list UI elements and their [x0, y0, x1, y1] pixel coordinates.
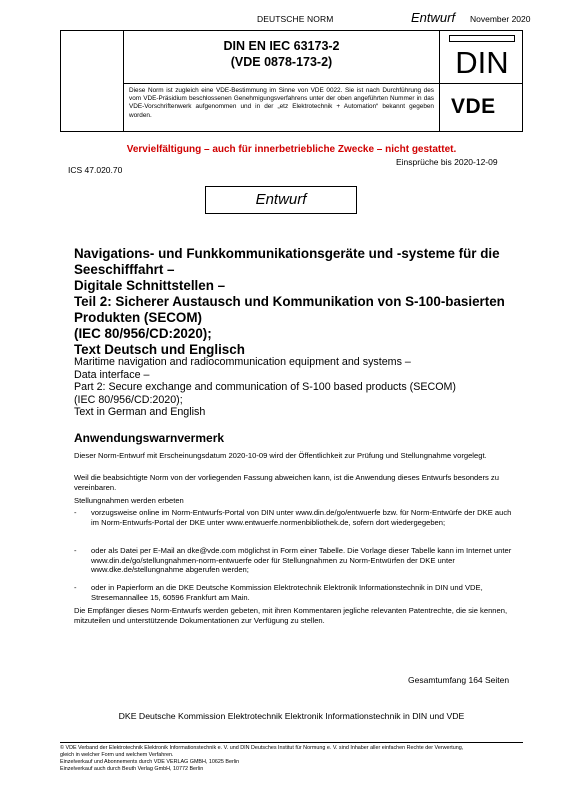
header-divider	[123, 83, 522, 84]
title-line: Data interface –	[74, 368, 150, 381]
title-line: (IEC 80/956/CD:2020);	[74, 326, 212, 341]
objection-deadline: Einsprüche bis 2020-12-09	[396, 157, 498, 167]
footer-line: Einzelverkauf und Abonnements durch VDE VERLAG GMBH, 10625 Berlin	[60, 759, 240, 765]
footer-divider	[60, 742, 523, 743]
title-line: Text in German and English	[74, 406, 206, 419]
title-german	[74, 246, 514, 358]
din-logo	[449, 35, 515, 77]
standard-type-label: DEUTSCHE NORM	[257, 14, 334, 24]
header-table	[60, 30, 523, 132]
list-item-text: oder in Papierform an die DKE Deutsche Kommission Elektrotechnik Elektronik Informationstechnik in DIN und VDE, Stresemannallee 15, 60596 Frankfurt am Main.	[91, 583, 483, 602]
bullet-marker: -	[74, 508, 77, 517]
header-divider	[439, 31, 440, 131]
paragraph: Weil die beabsichtigte Norm von der vorliegenden Fassung abweichen kann, ist die Anwendung dieses Entwurfs besonders zu vereinbaren.	[74, 473, 499, 492]
list-item-text: vorzugsweise online im Norm-Entwurfs-Portal von DIN unter www.din.de/go/entwuerfe bzw. für Norm-Entwürfe der DKE auch im Norm-Entwurfs-Portal der DKE unter www.entwuerfe.normenbibliothek.de, sofern dort wiedergegeben;	[91, 508, 512, 527]
vde-logo: VDE	[451, 95, 496, 118]
title-english	[74, 356, 514, 419]
title-line: Maritime navigation and radiocommunication equipment and systems –	[74, 356, 411, 368]
paragraph: Dieser Norm-Entwurf mit Erscheinungsdatum 2020-10-09 wird der Öffentlichkeit zur Prüfung und Stellungnahme vorgelegt.	[74, 451, 487, 460]
list-item-text: oder als Datei per E-Mail an dke@vde.com möglichst in Form einer Tabelle. Die Vorlage dieser Tabelle kann im Internet unter www.din.de/go/stellungnahmen-norm-entwuerfe oder für Stellungnahmen zu Norm-Entwürfen der DKE unter www.dke.de/stellungnahme abgerufen werden;	[91, 546, 512, 575]
dke-line: DKE Deutsche Kommission Elektrotechnik Elektronik Informationstechnik in DIN und VDE	[118, 711, 465, 721]
bullet-marker: -	[74, 546, 77, 555]
title-line: Teil 2: Sicherer Austausch und Kommunikation von S-100-basierten	[74, 294, 505, 309]
vde-note: Diese Norm ist zugleich eine VDE-Bestimmung im Sinne von VDE 0022. Sie ist nach Durchführung des vom VDE-Präsidium beschlossenen Genehmigungsverfahrens unter der oben angeführten Nummer in das VDE-Vorschriftenwerk aufgenommen und in der „etz Elektrotechnik + Automation“ bekannt gegeben worden.	[129, 87, 434, 119]
ics-code: ICS 47.020.70	[68, 165, 123, 175]
title-line: Text Deutsch und Englisch	[74, 342, 245, 357]
list-item	[74, 546, 522, 576]
bullet-marker: -	[74, 583, 77, 592]
title-line: (IEC 80/956/CD:2020);	[74, 393, 183, 406]
draft-label: Entwurf	[411, 10, 456, 25]
paragraph: Die Empfänger dieses Norm-Entwurfs werden gebeten, mit ihren Kommentaren jegliche relevanten Patentrechte, die sie kennen, mitzuteilen und unterstützende Dokumentationen zur Verfügung zu stellen.	[74, 606, 508, 625]
copy-warning: Vervielfältigung – auch für innerbetriebliche Zwecke – nicht gestattet.	[126, 144, 457, 155]
title-line: Seeschifffahrt –	[74, 262, 175, 277]
footer-line: gleich in welcher Form und welchem Verfahren.	[60, 752, 174, 758]
paragraph: Stellungnahmen werden erbeten	[74, 496, 184, 505]
title-line: Digitale Schnittstellen –	[74, 278, 226, 293]
title-line: Part 2: Secure exchange and communication of S-100 based products (SECOM)	[74, 381, 456, 394]
list-item	[74, 508, 522, 538]
title-line: Navigations- und Funkkommunikationsgeräte und -systeme für die	[74, 246, 500, 261]
footer-line: © VDE Verband der Elektrotechnik Elektronik Informationstechnik e. V. und DIN Deutsches Institut für Normung e. V. sind Inhaber aller einfachen Rechte der Verwertung,	[60, 745, 464, 751]
footer-line: Einzelverkauf auch durch Beuth Verlag GmbH, 10772 Berlin	[60, 766, 204, 772]
draft-box: Entwurf	[205, 186, 357, 214]
section-heading: Anwendungswarnvermerk	[74, 431, 225, 445]
publication-date: November 2020	[470, 14, 531, 24]
total-pages: Gesamtumfang 164 Seiten	[408, 675, 510, 685]
footer	[60, 745, 530, 773]
vde-number: (VDE 0878-173-2)	[230, 55, 333, 69]
title-line: Produkten (SECOM)	[74, 310, 202, 325]
list-item	[74, 583, 522, 603]
din-logo-text: DIN	[455, 45, 509, 77]
standard-number: DIN EN IEC 63173-2	[223, 39, 340, 53]
